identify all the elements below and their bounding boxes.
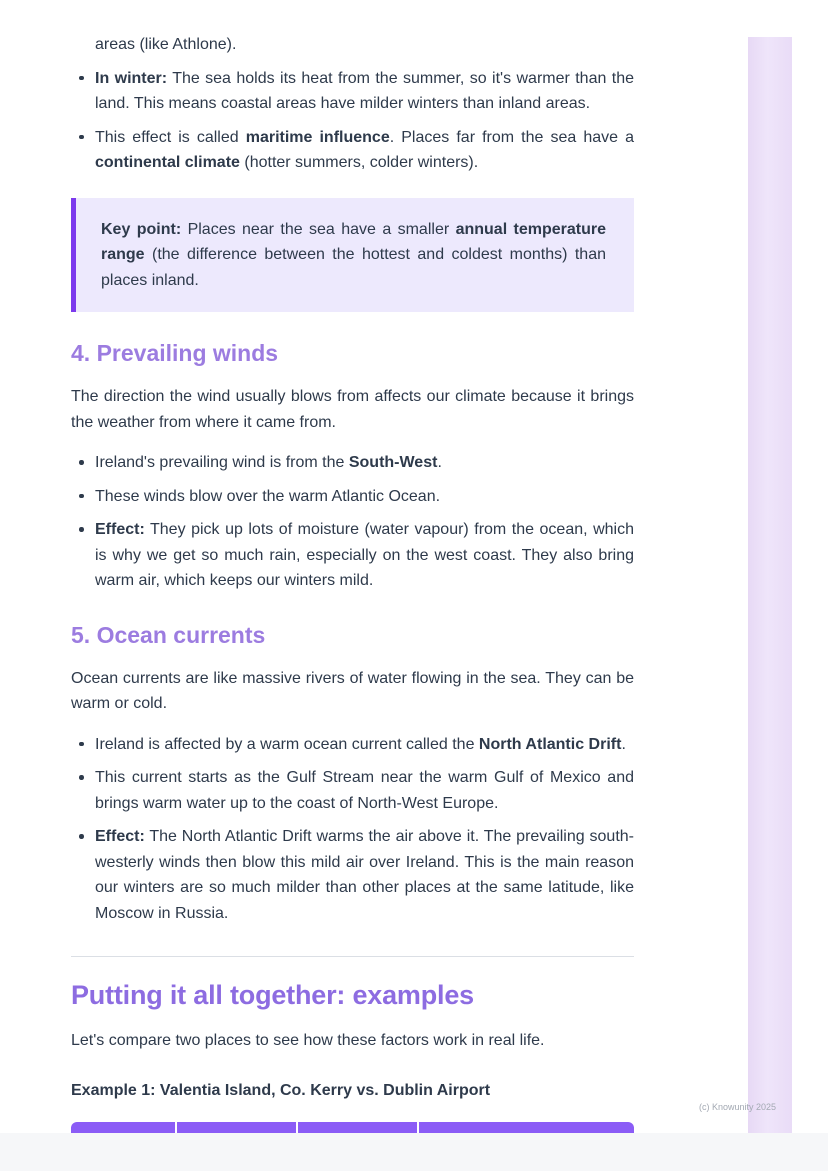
section4-intro: The direction the wind usually blows from affects our climate because it brings the weather from where it came from. [71,388,634,431]
prevailing-winds-list [71,450,634,594]
section-heading-prevailing-winds: 4. Prevailing winds [71,340,279,366]
key-point-text: Key point: Places near the sea have a smaller annual temperature range (the difference between the hottest and coldest months) than places inland. [101,220,607,289]
summary-heading: Putting it all together: examples [71,980,474,1010]
section-heading-ocean-currents: 5. Ocean currents [71,621,266,648]
table-header-cell [177,1122,296,1133]
summary-intro: Let's compare two places to see how these factors work in real life. [71,1032,545,1049]
copyright-watermark: (c) Knowunity 2025 [698,1102,776,1112]
key-point-callout [71,198,634,313]
sea-influence-list [71,66,634,176]
table-header-cell [71,1122,175,1133]
list-item: In winter: The sea holds its heat from the summer, so it's warmer than the land. This means coastal areas have milder winters than inland areas. [71,66,634,117]
continuation-line: areas (like Athlone). [95,36,237,53]
example-title: Example 1: Valentia Island, Co. Kerry vs. Dublin Airport [71,1081,491,1099]
decorative-strip [748,37,792,1133]
list-item: Ireland is affected by a warm ocean current called the North Atlantic Drift. [71,732,634,758]
section-divider [71,956,634,957]
list-item: This effect is called maritime influence. Places far from the sea have a continental climate (hotter summers, colder winters). [71,125,634,176]
comparison-table-header [71,1122,634,1133]
table-header-cell [419,1122,634,1133]
list-item: These winds blow over the warm Atlantic Ocean. [71,484,634,510]
list-item: This current starts as the Gulf Stream near the warm Gulf of Mexico and brings warm water up to the coast of North-West Europe. [71,765,634,816]
section5-intro: Ocean currents are like massive rivers of water flowing in the sea. They can be warm or cold. [71,669,634,712]
list-item: Effect: The North Atlantic Drift warms the air above it. The prevailing south-westerly winds then blow this mild air over Ireland. This is the main reason our winters are so much milder than other places at the same latitude, like Moscow in Russia. [71,824,634,926]
table-header-cell [298,1122,417,1133]
list-item: Ireland's prevailing wind is from the South-West. [71,450,634,476]
list-item: Effect: They pick up lots of moisture (water vapour) from the ocean, which is why we get so much rain, especially on the west coast. They also bring warm air, which keeps our winters mild. [71,517,634,594]
notes-content [71,32,634,1103]
ocean-currents-list [71,732,634,927]
